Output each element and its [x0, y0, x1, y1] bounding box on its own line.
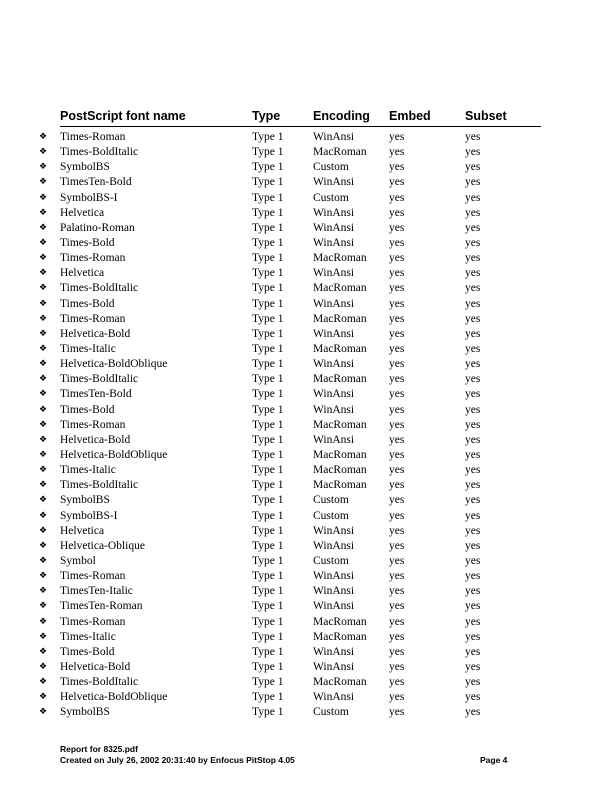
font-name-cell: SymbolBS	[60, 161, 110, 174]
created-line: Created on July 26, 2002 20:31:40 by Enfocus PitStop 4.05	[60, 755, 295, 765]
diamond-bullet-icon: ❖	[39, 631, 48, 642]
subset-cell: yes	[465, 161, 481, 174]
diamond-bullet-icon: ❖	[39, 177, 48, 188]
font-type-cell: Type 1	[252, 131, 284, 143]
font-type-cell: Type 1	[252, 554, 284, 567]
table-row	[0, 236, 600, 251]
table-row	[0, 160, 600, 175]
font-name-cell: SymbolBS-I	[60, 509, 118, 522]
report-title: Report for 8325.pdf	[60, 744, 138, 754]
font-table-body	[0, 130, 600, 720]
diamond-bullet-icon: ❖	[39, 465, 48, 476]
font-type-cell: Type 1	[252, 252, 284, 265]
diamond-bullet-icon: ❖	[39, 586, 48, 597]
subset-cell: yes	[465, 706, 481, 719]
table-row	[0, 312, 600, 327]
font-type-cell: Type 1	[252, 418, 284, 431]
diamond-bullet-icon: ❖	[39, 162, 48, 173]
diamond-bullet-icon: ❖	[39, 374, 48, 385]
embed-cell: yes	[389, 146, 405, 159]
diamond-bullet-icon: ❖	[39, 328, 48, 339]
font-type-cell: Type 1	[252, 267, 284, 280]
encoding-cell: WinAnsi	[313, 691, 355, 704]
diamond-bullet-icon: ❖	[39, 222, 48, 233]
embed-cell: yes	[389, 267, 405, 280]
font-name-cell: SymbolBS	[60, 706, 110, 719]
encoding-cell: MacRoman	[313, 373, 367, 386]
embed-cell: yes	[389, 433, 405, 446]
subset-cell: yes	[465, 327, 481, 340]
font-type-cell: Type 1	[252, 706, 284, 719]
embed-cell: yes	[389, 161, 405, 174]
subset-cell: yes	[465, 358, 481, 371]
encoding-cell: MacRoman	[313, 676, 367, 689]
font-name-cell: Times-Roman	[60, 131, 126, 143]
table-row	[0, 539, 600, 554]
font-type-cell: Type 1	[252, 161, 284, 174]
font-name-cell: Times-BoldItalic	[60, 282, 139, 295]
subset-cell: yes	[465, 585, 481, 598]
font-name-cell: Helvetica-Bold	[60, 327, 131, 340]
embed-cell: yes	[389, 630, 405, 643]
embed-cell: yes	[389, 282, 405, 295]
table-row	[0, 297, 600, 312]
table-row	[0, 554, 600, 569]
font-name-cell: Times-Bold	[60, 403, 115, 416]
font-name-cell: Helvetica-BoldOblique	[60, 448, 168, 461]
font-name-cell: Times-Italic	[60, 630, 116, 643]
subset-cell: yes	[465, 494, 481, 507]
embed-cell: yes	[389, 554, 405, 567]
font-type-cell: Type 1	[252, 373, 284, 386]
header-type: Type	[252, 109, 281, 123]
diamond-bullet-icon: ❖	[39, 601, 48, 612]
font-name-cell: TimesTen-Roman	[60, 600, 143, 613]
embed-cell: yes	[389, 373, 405, 386]
encoding-cell: Custom	[313, 494, 349, 507]
table-row	[0, 387, 600, 402]
embed-cell: yes	[389, 418, 405, 431]
font-name-cell: TimesTen-Italic	[60, 585, 133, 598]
diamond-bullet-icon: ❖	[39, 661, 48, 672]
font-name-cell: Times-Roman	[60, 570, 126, 583]
encoding-cell: MacRoman	[313, 282, 367, 295]
font-type-cell: Type 1	[252, 615, 284, 628]
font-type-cell: Type 1	[252, 388, 284, 401]
embed-cell: yes	[389, 691, 405, 704]
encoding-cell: MacRoman	[313, 252, 367, 265]
encoding-cell: WinAnsi	[313, 539, 355, 552]
embed-cell: yes	[389, 570, 405, 583]
font-type-cell: Type 1	[252, 660, 284, 673]
subset-cell: yes	[465, 342, 481, 355]
font-type-cell: Type 1	[252, 494, 284, 507]
diamond-bullet-icon: ❖	[39, 237, 48, 248]
diamond-bullet-icon: ❖	[39, 571, 48, 582]
table-row	[0, 584, 600, 599]
font-type-cell: Type 1	[252, 645, 284, 658]
header-encoding: Encoding	[313, 109, 370, 123]
subset-cell: yes	[465, 388, 481, 401]
font-name-cell: Helvetica-BoldOblique	[60, 358, 168, 371]
font-name-cell: Times-Bold	[60, 645, 115, 658]
diamond-bullet-icon: ❖	[39, 389, 48, 400]
font-name-cell: Helvetica	[60, 267, 105, 280]
subset-cell: yes	[465, 297, 481, 310]
table-row	[0, 342, 600, 357]
header-subset: Subset	[465, 109, 507, 123]
encoding-cell: WinAnsi	[313, 600, 355, 613]
subset-cell: yes	[465, 554, 481, 567]
diamond-bullet-icon: ❖	[39, 495, 48, 506]
table-row	[0, 478, 600, 493]
encoding-cell: WinAnsi	[313, 433, 355, 446]
font-type-cell: Type 1	[252, 524, 284, 537]
table-row	[0, 448, 600, 463]
font-type-cell: Type 1	[252, 570, 284, 583]
subset-cell: yes	[465, 691, 481, 704]
font-type-cell: Type 1	[252, 403, 284, 416]
embed-cell: yes	[389, 297, 405, 310]
diamond-bullet-icon: ❖	[39, 525, 48, 536]
embed-cell: yes	[389, 131, 405, 143]
table-row	[0, 372, 600, 387]
table-row	[0, 615, 600, 630]
table-row	[0, 327, 600, 342]
diamond-bullet-icon: ❖	[39, 132, 48, 142]
font-name-cell: Helvetica-BoldOblique	[60, 691, 168, 704]
font-type-cell: Type 1	[252, 358, 284, 371]
diamond-bullet-icon: ❖	[39, 449, 48, 460]
encoding-cell: WinAnsi	[313, 206, 355, 219]
embed-cell: yes	[389, 600, 405, 613]
header-font-name: PostScript font name	[60, 109, 186, 123]
encoding-cell: WinAnsi	[313, 176, 355, 189]
encoding-cell: WinAnsi	[313, 403, 355, 416]
diamond-bullet-icon: ❖	[39, 343, 48, 354]
table-row	[0, 493, 600, 508]
table-row	[0, 403, 600, 418]
encoding-cell: Custom	[313, 191, 349, 204]
font-name-cell: SymbolBS	[60, 494, 110, 507]
embed-cell: yes	[389, 191, 405, 204]
font-type-cell: Type 1	[252, 600, 284, 613]
subset-cell: yes	[465, 509, 481, 522]
embed-cell: yes	[389, 660, 405, 673]
encoding-cell: Custom	[313, 706, 349, 719]
diamond-bullet-icon: ❖	[39, 692, 48, 703]
embed-cell: yes	[389, 706, 405, 719]
subset-cell: yes	[465, 524, 481, 537]
encoding-cell: WinAnsi	[313, 570, 355, 583]
subset-cell: yes	[465, 676, 481, 689]
diamond-bullet-icon: ❖	[39, 283, 48, 294]
font-type-cell: Type 1	[252, 327, 284, 340]
table-row	[0, 690, 600, 705]
table-row	[0, 433, 600, 448]
table-header	[60, 109, 540, 127]
font-type-cell: Type 1	[252, 221, 284, 234]
font-name-cell: Times-BoldItalic	[60, 146, 139, 159]
subset-cell: yes	[465, 660, 481, 673]
subset-cell: yes	[465, 282, 481, 295]
diamond-bullet-icon: ❖	[39, 404, 48, 415]
encoding-cell: WinAnsi	[313, 660, 355, 673]
diamond-bullet-icon: ❖	[39, 434, 48, 445]
subset-cell: yes	[465, 267, 481, 280]
table-row	[0, 463, 600, 478]
subset-cell: yes	[465, 464, 481, 477]
encoding-cell: WinAnsi	[313, 236, 355, 249]
embed-cell: yes	[389, 509, 405, 522]
subset-cell: yes	[465, 312, 481, 325]
font-type-cell: Type 1	[252, 297, 284, 310]
font-type-cell: Type 1	[252, 176, 284, 189]
subset-cell: yes	[465, 418, 481, 431]
table-row	[0, 675, 600, 690]
diamond-bullet-icon: ❖	[39, 298, 48, 309]
font-type-cell: Type 1	[252, 448, 284, 461]
table-row	[0, 357, 600, 372]
embed-cell: yes	[389, 312, 405, 325]
encoding-cell: MacRoman	[313, 615, 367, 628]
subset-cell: yes	[465, 236, 481, 249]
encoding-cell: WinAnsi	[313, 585, 355, 598]
embed-cell: yes	[389, 236, 405, 249]
embed-cell: yes	[389, 676, 405, 689]
diamond-bullet-icon: ❖	[39, 253, 48, 264]
encoding-cell: MacRoman	[313, 448, 367, 461]
table-row	[0, 630, 600, 645]
embed-cell: yes	[389, 539, 405, 552]
encoding-cell: WinAnsi	[313, 388, 355, 401]
encoding-cell: MacRoman	[313, 146, 367, 159]
font-name-cell: Palatino-Roman	[60, 221, 135, 234]
diamond-bullet-icon: ❖	[39, 313, 48, 324]
font-type-cell: Type 1	[252, 312, 284, 325]
table-row	[0, 569, 600, 584]
subset-cell: yes	[465, 206, 481, 219]
encoding-cell: WinAnsi	[313, 267, 355, 280]
encoding-cell: WinAnsi	[313, 221, 355, 234]
table-row	[0, 191, 600, 206]
table-row	[0, 175, 600, 190]
table-row	[0, 418, 600, 433]
diamond-bullet-icon: ❖	[39, 616, 48, 627]
font-type-cell: Type 1	[252, 464, 284, 477]
font-name-cell: Times-BoldItalic	[60, 479, 139, 492]
subset-cell: yes	[465, 131, 481, 143]
encoding-cell: MacRoman	[313, 418, 367, 431]
diamond-bullet-icon: ❖	[39, 707, 48, 718]
font-type-cell: Type 1	[252, 433, 284, 446]
font-name-cell: TimesTen-Bold	[60, 388, 132, 401]
encoding-cell: WinAnsi	[313, 358, 355, 371]
font-type-cell: Type 1	[252, 191, 284, 204]
subset-cell: yes	[465, 176, 481, 189]
diamond-bullet-icon: ❖	[39, 192, 48, 203]
subset-cell: yes	[465, 433, 481, 446]
diamond-bullet-icon: ❖	[39, 419, 48, 430]
font-type-cell: Type 1	[252, 676, 284, 689]
subset-cell: yes	[465, 403, 481, 416]
diamond-bullet-icon: ❖	[39, 480, 48, 491]
encoding-cell: WinAnsi	[313, 131, 355, 143]
font-type-cell: Type 1	[252, 479, 284, 492]
font-name-cell: Times-BoldItalic	[60, 676, 139, 689]
embed-cell: yes	[389, 221, 405, 234]
diamond-bullet-icon: ❖	[39, 555, 48, 566]
encoding-cell: WinAnsi	[313, 524, 355, 537]
encoding-cell: MacRoman	[313, 464, 367, 477]
font-name-cell: Helvetica	[60, 524, 105, 537]
font-type-cell: Type 1	[252, 691, 284, 704]
diamond-bullet-icon: ❖	[39, 646, 48, 657]
table-row	[0, 221, 600, 236]
encoding-cell: MacRoman	[313, 479, 367, 492]
embed-cell: yes	[389, 388, 405, 401]
subset-cell: yes	[465, 146, 481, 159]
font-name-cell: Times-Bold	[60, 236, 115, 249]
font-type-cell: Type 1	[252, 282, 284, 295]
table-row	[0, 206, 600, 221]
encoding-cell: MacRoman	[313, 312, 367, 325]
font-name-cell: Times-Roman	[60, 252, 126, 265]
encoding-cell: WinAnsi	[313, 327, 355, 340]
diamond-bullet-icon: ❖	[39, 677, 48, 688]
font-name-cell: Times-Italic	[60, 464, 116, 477]
page-number: Page 4	[480, 755, 508, 765]
diamond-bullet-icon: ❖	[39, 147, 48, 158]
embed-cell: yes	[389, 448, 405, 461]
encoding-cell: MacRoman	[313, 630, 367, 643]
font-name-cell: Helvetica-Bold	[60, 433, 131, 446]
embed-cell: yes	[389, 176, 405, 189]
table-row	[0, 524, 600, 539]
subset-cell: yes	[465, 252, 481, 265]
subset-cell: yes	[465, 570, 481, 583]
encoding-cell: WinAnsi	[313, 645, 355, 658]
diamond-bullet-icon: ❖	[39, 207, 48, 218]
subset-cell: yes	[465, 373, 481, 386]
diamond-bullet-icon: ❖	[39, 540, 48, 551]
font-name-cell: Times-Roman	[60, 418, 126, 431]
table-row	[0, 130, 600, 145]
table-row	[0, 660, 600, 675]
embed-cell: yes	[389, 252, 405, 265]
diamond-bullet-icon: ❖	[39, 510, 48, 521]
font-type-cell: Type 1	[252, 630, 284, 643]
header-embed: Embed	[389, 109, 431, 123]
embed-cell: yes	[389, 479, 405, 492]
encoding-cell: WinAnsi	[313, 297, 355, 310]
table-row	[0, 145, 600, 160]
font-name-cell: Helvetica-Oblique	[60, 539, 145, 552]
embed-cell: yes	[389, 342, 405, 355]
font-name-cell: Helvetica-Bold	[60, 660, 131, 673]
font-name-cell: Times-Roman	[60, 312, 126, 325]
embed-cell: yes	[389, 464, 405, 477]
embed-cell: yes	[389, 206, 405, 219]
font-type-cell: Type 1	[252, 509, 284, 522]
embed-cell: yes	[389, 358, 405, 371]
subset-cell: yes	[465, 539, 481, 552]
embed-cell: yes	[389, 327, 405, 340]
subset-cell: yes	[465, 221, 481, 234]
diamond-bullet-icon: ❖	[39, 268, 48, 279]
embed-cell: yes	[389, 403, 405, 416]
subset-cell: yes	[465, 191, 481, 204]
font-name-cell: Times-Roman	[60, 615, 126, 628]
header-divider	[60, 126, 541, 127]
embed-cell: yes	[389, 615, 405, 628]
page-footer	[60, 744, 520, 766]
subset-cell: yes	[465, 615, 481, 628]
encoding-cell: Custom	[313, 509, 349, 522]
table-row	[0, 705, 600, 720]
font-name-cell: Times-Italic	[60, 342, 116, 355]
font-type-cell: Type 1	[252, 585, 284, 598]
table-row	[0, 599, 600, 614]
embed-cell: yes	[389, 494, 405, 507]
font-name-cell: SymbolBS-I	[60, 191, 118, 204]
embed-cell: yes	[389, 585, 405, 598]
embed-cell: yes	[389, 645, 405, 658]
encoding-cell: Custom	[313, 554, 349, 567]
font-name-cell: Helvetica	[60, 206, 105, 219]
table-row	[0, 645, 600, 660]
font-name-cell: Symbol	[60, 554, 96, 567]
font-type-cell: Type 1	[252, 539, 284, 552]
font-name-cell: Times-Bold	[60, 297, 115, 310]
font-type-cell: Type 1	[252, 236, 284, 249]
font-type-cell: Type 1	[252, 146, 284, 159]
font-type-cell: Type 1	[252, 342, 284, 355]
font-name-cell: Times-BoldItalic	[60, 373, 139, 386]
subset-cell: yes	[465, 645, 481, 658]
diamond-bullet-icon: ❖	[39, 359, 48, 370]
subset-cell: yes	[465, 600, 481, 613]
subset-cell: yes	[465, 448, 481, 461]
table-row	[0, 251, 600, 266]
encoding-cell: MacRoman	[313, 342, 367, 355]
embed-cell: yes	[389, 524, 405, 537]
subset-cell: yes	[465, 479, 481, 492]
table-row	[0, 281, 600, 296]
table-row	[0, 509, 600, 524]
table-row	[0, 266, 600, 281]
font-name-cell: TimesTen-Bold	[60, 176, 132, 189]
encoding-cell: Custom	[313, 161, 349, 174]
subset-cell: yes	[465, 630, 481, 643]
font-type-cell: Type 1	[252, 206, 284, 219]
